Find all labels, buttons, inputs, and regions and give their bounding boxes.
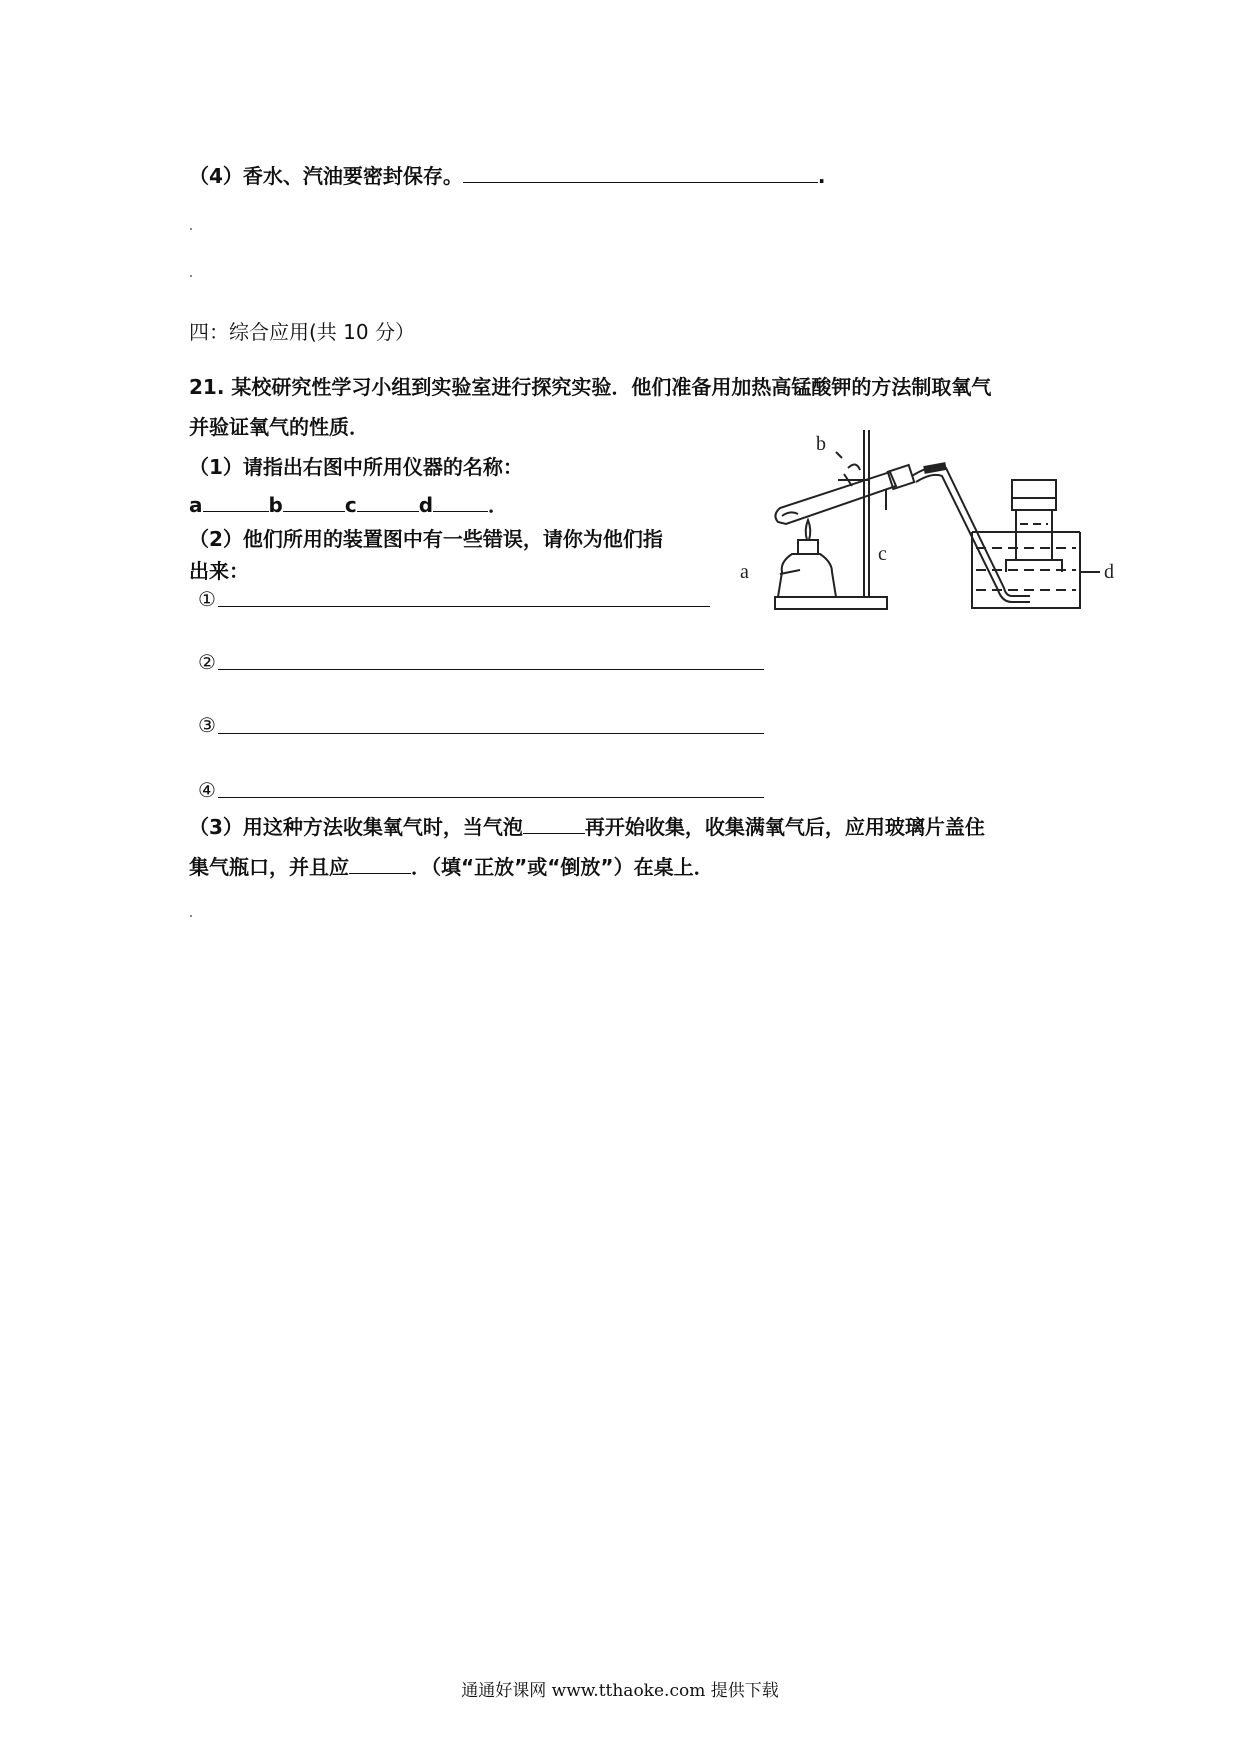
- part3-line2-b: ．（填“正放”或“倒放”）在桌上．: [411, 855, 714, 879]
- q21-stem-line2: 并验证氧气的性质．: [189, 415, 369, 439]
- label-b: b: [268, 493, 283, 517]
- q21-stem-line1: 21. 某校研究性学习小组到实验室进行探究实验．他们准备用加热高锰酸钾的方法制取氧气: [189, 375, 992, 399]
- answer-blank-placement[interactable]: [349, 853, 411, 874]
- error-marker-3: ③: [198, 713, 216, 737]
- error-marker-4: ④: [198, 778, 216, 802]
- answer-blank-d[interactable]: [433, 491, 488, 512]
- figure-label-d: d: [1104, 561, 1114, 583]
- q21-part2-prompt-line2: 出来：: [189, 559, 249, 583]
- q20-item4-label: （4）香水、汽油要密封保存。: [189, 164, 463, 188]
- label-a: a: [189, 493, 203, 517]
- page-footer: 通通好课网 www.tthaoke.com 提供下载: [461, 1681, 779, 1701]
- label-d: d: [418, 493, 434, 517]
- q20-item4: [189, 162, 826, 190]
- scan-speck: [190, 275, 192, 277]
- part3-line1-a: （3）用这种方法收集氧气时，当气泡: [189, 815, 523, 839]
- q21-part2-prompt-line1: （2）他们所用的装置图中有一些错误，请你为他们指: [189, 527, 663, 551]
- answer-blank-c[interactable]: [357, 491, 419, 512]
- figure-label-a: a: [740, 561, 749, 583]
- scan-speck: [190, 228, 192, 230]
- answer-blank-b[interactable]: [283, 491, 345, 512]
- error-answer-line-4[interactable]: [218, 797, 764, 798]
- answer-blank[interactable]: [463, 162, 818, 183]
- q21-part3-line1: [189, 813, 985, 841]
- error-marker-1: ①: [198, 587, 216, 611]
- q20-item4-tail: .: [817, 164, 826, 188]
- part3-line1-b: 再开始收集，收集满氧气后，应用玻璃片盖住: [584, 815, 985, 839]
- q21-part3-line2: [189, 853, 714, 881]
- answer-blank-a[interactable]: [203, 491, 269, 512]
- error-answer-line-1[interactable]: [218, 606, 710, 607]
- section-title: 四：综合应用(共 10 分）: [189, 320, 415, 344]
- figure-label-c: c: [878, 543, 887, 565]
- part1-tail: ．: [488, 493, 509, 517]
- q21-part1-prompt: （1）请指出右图中所用仪器的名称：: [189, 455, 523, 479]
- error-answer-line-3[interactable]: [218, 733, 764, 734]
- answer-blank-bubbles[interactable]: [523, 813, 585, 834]
- q21-part1-answers: [189, 491, 508, 519]
- error-answer-line-2[interactable]: [218, 669, 764, 670]
- error-marker-2: ②: [198, 650, 216, 674]
- apparatus-figure: [720, 420, 1120, 620]
- part3-line2-a: 集气瓶口，并且应: [189, 855, 349, 879]
- scan-speck: [190, 915, 192, 917]
- figure-label-b: b: [816, 433, 826, 455]
- label-c: c: [344, 493, 357, 517]
